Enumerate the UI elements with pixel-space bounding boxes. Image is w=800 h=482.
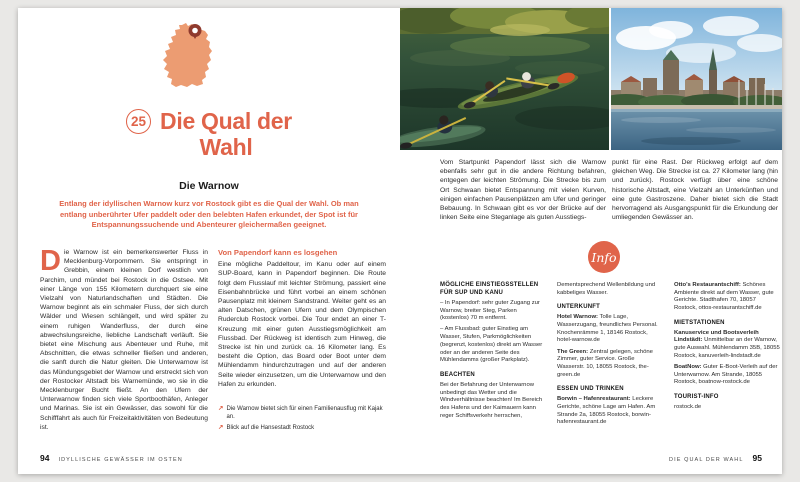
section-label: DIE QUAL DER WAHL — [669, 457, 744, 463]
info-item: – Am Flussbad: guter Einstieg am Wasser, Stufen, Parkmöglichkeiten (begrenzt, kostenlos) direkt am Wasser oder an der anderen Seite des Mühlendamms (großer Parkplatz). — [440, 326, 543, 364]
rostock-skyline-photo — [611, 8, 782, 150]
info-section — [440, 282, 780, 431]
photo-captions — [218, 405, 386, 432]
section-heading: Von Papendorf kann es losgehen — [218, 248, 338, 257]
info-column-3 — [674, 282, 780, 431]
entry-text: Tolle Lage, Wasserzugang, freundliches Personal. Knochenrämme 1, 18146 Rostock, hotel-warnow.de — [557, 314, 658, 344]
chapter-number: 25 — [126, 109, 151, 134]
arrow-up-right-icon: ↗ — [218, 424, 224, 432]
caption-text: Die Warnow bietet sich für einen Familienausflug mit Kajak an. — [226, 406, 383, 421]
info-entry-boatnow — [674, 364, 780, 387]
entry-text: Schönes Ambiente direkt auf dem Wasser, gute Gerichte. Stadthafen 70, 18057 Rostock, ottos-restaurantschiff.de — [674, 282, 774, 312]
germany-map-icon — [159, 22, 215, 88]
info-entry-ottos — [674, 282, 780, 313]
body-columns — [40, 245, 386, 435]
germany-silhouette — [163, 23, 212, 87]
info-badge: Info — [588, 241, 620, 273]
info-entry-borwin — [557, 396, 663, 427]
info-column-2 — [557, 282, 663, 431]
entry-name: BoatNow: — [674, 364, 702, 371]
info-item-continuation: Dementsprechend Wellenbildung und kabbeliges Wasser. — [557, 282, 656, 296]
book-spread — [18, 8, 782, 474]
entry-text: Zentral gelegen, schöne Zimmer, guter Service. Große Wasserstr. 10, 18055 Rostock, the-green.de — [557, 348, 653, 378]
info-entry-the-green — [557, 349, 663, 380]
page-number: 95 — [752, 453, 762, 463]
entry-text: Guter E-Boot-Verleih auf der Unterwarnow. Am Strande, 18055 Rostock, boatnow-rostock.de — [674, 364, 778, 386]
arrow-up-right-icon: ↗ — [218, 405, 224, 413]
chapter-title-block — [18, 108, 400, 160]
kayak-photo — [400, 8, 609, 150]
page-footer-right — [669, 453, 762, 463]
info-entry-hotel-warnow — [557, 314, 663, 345]
continuation-columns — [440, 158, 778, 222]
info-item: Bei der Befahrung der Unterwarnow unbedingt das Wetter und die Windverhältnisse beachten! Im Bereich des Hafens und der Kaimauern kann reger Schiffsverkehr herrschen, — [440, 381, 543, 419]
drop-cap: D — [40, 245, 61, 277]
caption-item — [218, 424, 386, 432]
page-left — [18, 8, 400, 474]
info-tourist-link: rostock.de — [674, 404, 702, 411]
entry-name: Hotel Warnow: — [557, 314, 599, 321]
entry-text: Unmittelbar an der Warnow, gute Auswahl. Mühlendamm 35B, 18055 Rostock, kanuverleih-lindstadt.de — [674, 337, 780, 359]
caption-text: Blick auf die Hansestadt Rostock — [226, 425, 315, 432]
body-text-1: ie Warnow ist ein bemerkenswerter Fluss in Mecklenburg-Vorpommern. Sie entspringt in Grebbin, einem kleinen Dorf westlich von Parchim, und mündet bei Rostock in die Ostsee. Mit einer Länge von 155 Kilometern durchquert sie eine Vielzahl von Naturlandschaften und Städten. Die Warnow beginnt als ein schmaler Fluss, der sich durch Wälder und Wiesen schlängelt, und wird später zu einem ruhigen Wanderfluss, der durch eine abwechslungsreiche, liebliche Landschaft verläuft. Sie bietet eine Mischung aus Abenteuer und Ruhe, mit Abschnitten, die etwas schneller fließen und anderen, die sanft durch die Natur gleiten. Die Unterwarnow ist das Mündungsgebiet der Warnow und erstreckt sich von der Rostocker Altstadt bis Warnemünde, wo sie in die Mecklenburger Bucht fließt. An den Ufern der Unterwarnow finden sich viele Sportboothäfen, Anleger und Marinas. Sie ist ein Gewässer, das sowohl für die Schifffahrt als auch für Freizeitaktivitäten von Bedeutung ist. — [40, 249, 208, 431]
info-item: – In Papendorf: sehr guter Zugang zur Warnow, breiter Steg, Parken (kostenlos) 70 m entfernt. — [440, 299, 540, 322]
body-column-2 — [218, 248, 386, 435]
continuation-column-2: punkt für eine Rast. Der Rückweg erfolgt auf dem gleichen Weg. Die Strecke ist ca. 27 Kilometer lang (hin und zurück). Rostock verfügt über eine schöne historische Altstadt, eine Vielzahl an Unterkünften und eine gute Gastroszene. Daher bietet sich die Stadt hervorragend als Ausgangspunkt für die Erkundung der umliegenden Gewässer an. — [612, 159, 778, 222]
info-heading-tourist-info: TOURIST-INFO — [674, 394, 719, 401]
body-column-1 — [40, 245, 208, 435]
intro-paragraph: Entlang der idyllischen Warnow kurz vor Rostock gibt es die Qual der Wahl. Ob man entlang unberührter Ufer paddelt oder den belebten Hafen erkundet, der Spot ist für Entspannungssuchende und Abenteurer gleichermaßen geeignet. — [59, 199, 359, 230]
info-column-1 — [440, 282, 546, 431]
page-right — [400, 8, 782, 474]
page-footer-left — [40, 453, 183, 463]
body-text-2: Eine mögliche Paddeltour, im Kanu oder auf einem SUP-Board, kann in Papendorf beginnen. Die Route folgt dem Flusslauf mit leichter Strömung, passiert eine Eisenbahnbrücke und führt vorbei an einem schönen Pausenplatz mit kleinem Sandstrand. Weiter geht es an alten Datschen, grünen Ufern und dem Olympischen Ruderclub Rostock vorbei. Die Tour endet an einer T-Kreuzung mit einer guten Ausstiegsmöglichkeit am Flussbad. Der Rückweg ist identisch zum Hinweg, die Strecke ist hin und zurück ca. 16 Kilometer lang. Es besteht die Option, das Board oder Boot unter dem Mühlendamm hindurchzutragen und auf der anderen Seite wieder einzusetzen, um die Unterwarnow und den Hafen zu erkunden. — [218, 261, 386, 388]
info-heading-essen: ESSEN UND TRINKEN — [557, 386, 624, 393]
chapter-title-line2: Wahl — [199, 134, 253, 160]
section-label: IDYLLISCHE GEWÄSSER IM OSTEN — [58, 457, 183, 463]
info-heading-beachten: BEACHTEN — [440, 371, 475, 378]
continuation-column-1: Vom Startpunkt Papendorf lässt sich die Warnow ebenfalls sehr gut in die andere Richtung befahren, entgegen der leichten Strömung. Die Strecke bis zum Ort Schwaan bietet Entspannung mit vielen Kurven, einigen einfachen Pausenplätzen am Ufer und geringer Bebauung. In Schwaan gibt es vor der Brücke auf der linken Seite eine Steganlage als guten Ausstiegs- — [440, 159, 606, 222]
entry-name: Otto's Restaurantschiff: — [674, 282, 741, 288]
entry-name: The Green: — [557, 348, 589, 355]
entry-text: Leckere Gerichte, schöne Lage am Hafen. Am Strande 2a, 18055 Rostock, borwin-hafenrestaurant.de — [557, 396, 656, 426]
info-entry-lindstadt — [674, 330, 780, 361]
chapter-subtitle: Die Warnow — [179, 180, 239, 192]
caption-item — [218, 405, 386, 421]
page-number: 94 — [40, 453, 50, 463]
info-heading-mietstationen: MIETSTATIONEN — [674, 319, 725, 326]
entry-name: Borwin – Hafenrestaurant: — [557, 396, 631, 403]
info-heading-unterkunft: UNTERKUNFT — [557, 304, 600, 311]
info-heading-einstiegsstellen: MÖGLICHE EINSTIEGSSTELLEN FÜR SUP UND KANU — [440, 282, 539, 296]
entry-name: Kanuservice und Bootsverleih Lindstädt: — [674, 329, 759, 344]
chapter-title-line1: Die Qual der — [160, 108, 292, 134]
